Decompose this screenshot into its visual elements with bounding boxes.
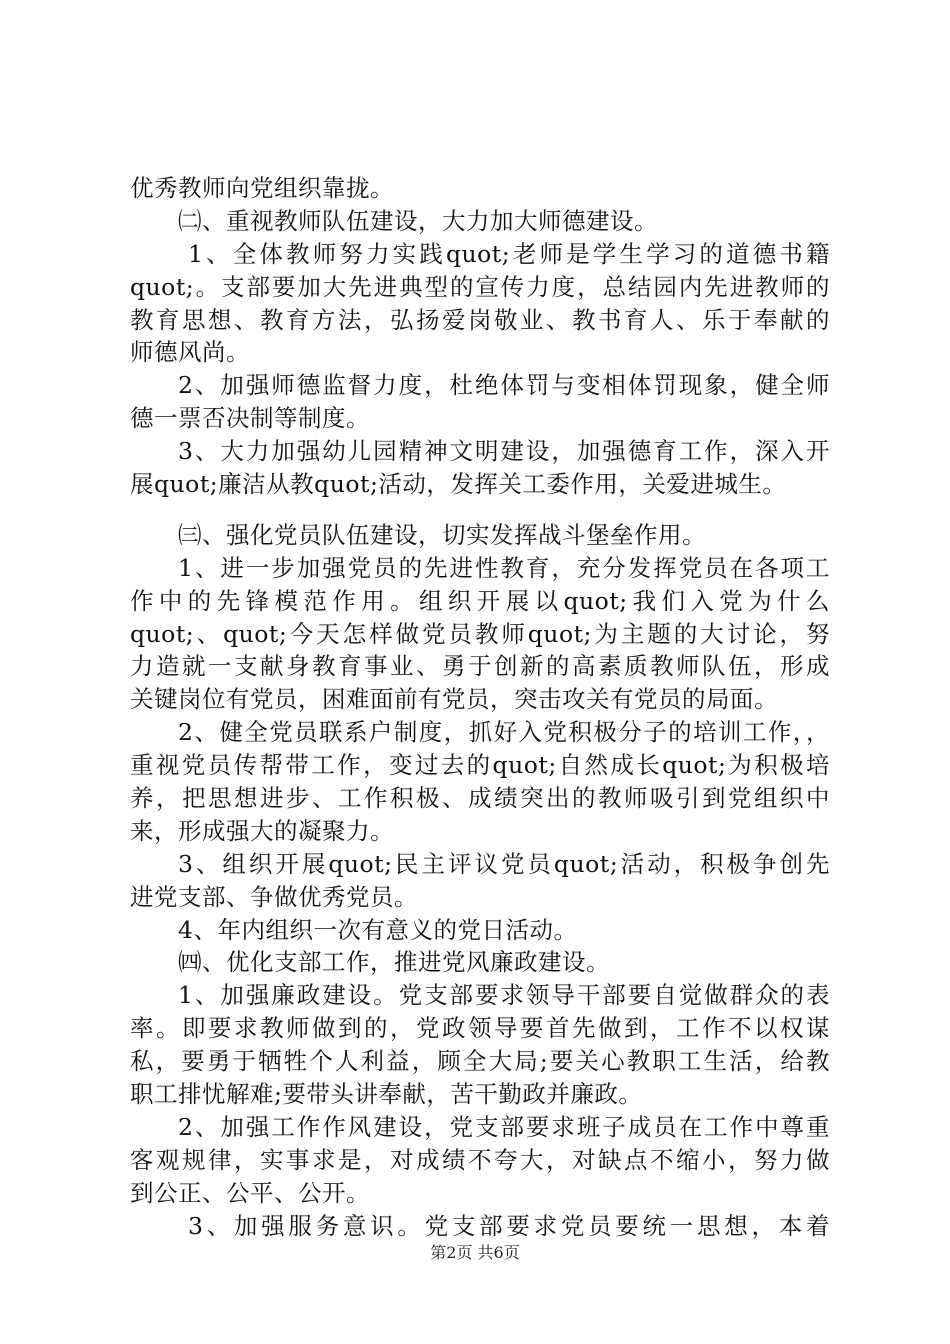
text-line: 率。即要求教师做到的，党政领导要首先做到，工作不以权谋 [130,1014,830,1043]
text-line: 师德风尚。 [130,338,250,367]
text-line: 2、加强师德监督力度，杜绝体罚与变相体罚现象，健全师 [178,371,830,400]
text-line: 1、加强廉政建设。党支部要求领导干部要自觉做群众的表 [178,981,830,1010]
text-line: 4、年内组织一次有意义的党日活动。 [178,915,578,944]
text-line: 关键岗位有党员，困难面前有党员，突击攻关有党员的局面。 [130,685,778,714]
text-line: 3、组织开展quot;民主评议党员quot;活动，积极争创先 [178,849,830,878]
page-number-footer: 第2页 共6页 [430,1243,520,1262]
text-line: 力造就一支献身教育事业、勇于创新的高素质教师队伍，形成 [130,652,830,681]
text-line: 进党支部、争做优秀党员。 [130,882,418,911]
paragraph-gap [130,501,830,519]
text-line: 私，要勇于牺牲个人利益，顾全大局;要关心教职工生活，给教 [130,1047,830,1076]
text-line: 来，形成强大的凝聚力。 [130,816,394,845]
text-line: quot;、quot;今天怎样做党员教师quot;为主题的大讨论，努 [130,619,830,648]
section-heading: ㈢、强化党员队伍建设，切实发挥战斗堡垒作用。 [178,520,706,549]
text-line: 重视党员传帮带工作，变过去的quot;自然成长quot;为积极培 [130,751,830,780]
text-line: 3、加强服务意识。党支部要求党员要统一思想，本着 [188,1211,830,1240]
section-heading: ㈡、重视教师队伍建设，大力加大师德建设。 [178,206,658,235]
text-line: 教育思想、教育方法，弘扬爱岗敬业、教书育人、乐于奉献的 [130,305,830,334]
text-line: 到公正、公平、公开。 [130,1178,370,1207]
text-line: 作中的先锋模范作用。组织开展以quot;我们入党为什么 [130,586,830,615]
text-line: quot;。支部要加大先进典型的宣传力度，总结园内先进教师的 [130,272,830,301]
text-line: 客观规律，实事求是，对成绩不夸大，对缺点不缩小，努力做 [130,1145,830,1174]
document-body [130,172,830,1243]
text-line: 1、全体教师努力实践quot;老师是学生学习的道德书籍 [188,239,830,268]
text-line: 3、大力加强幼儿园精神文明建设，加强德育工作，深入开 [178,437,830,466]
text-line: 1、进一步加强党员的先进性教育，充分发挥党员在各项工 [178,553,830,582]
text-line: 养，把思想进步、工作积极、成绩突出的教师吸引到党组织中 [130,784,830,813]
text-line: 展quot;廉洁从教quot;活动，发挥关工委作用，关爱进城生。 [130,470,787,499]
text-line: 德一票否决制等制度。 [130,404,370,433]
text-line: 职工排忧解难;要带头讲奉献，苦干勤政并廉政。 [130,1080,643,1109]
text-line: 2、健全党员联系户制度，抓好入党积极分子的培训工作，， [178,718,830,747]
section-heading: ㈣、优化支部工作，推进党风廉政建设。 [178,948,610,977]
text-line: 2、加强工作作风建设，党支部要求班子成员在工作中尊重 [178,1112,830,1141]
text-line: 优秀教师向党组织靠拢。 [130,174,394,202]
